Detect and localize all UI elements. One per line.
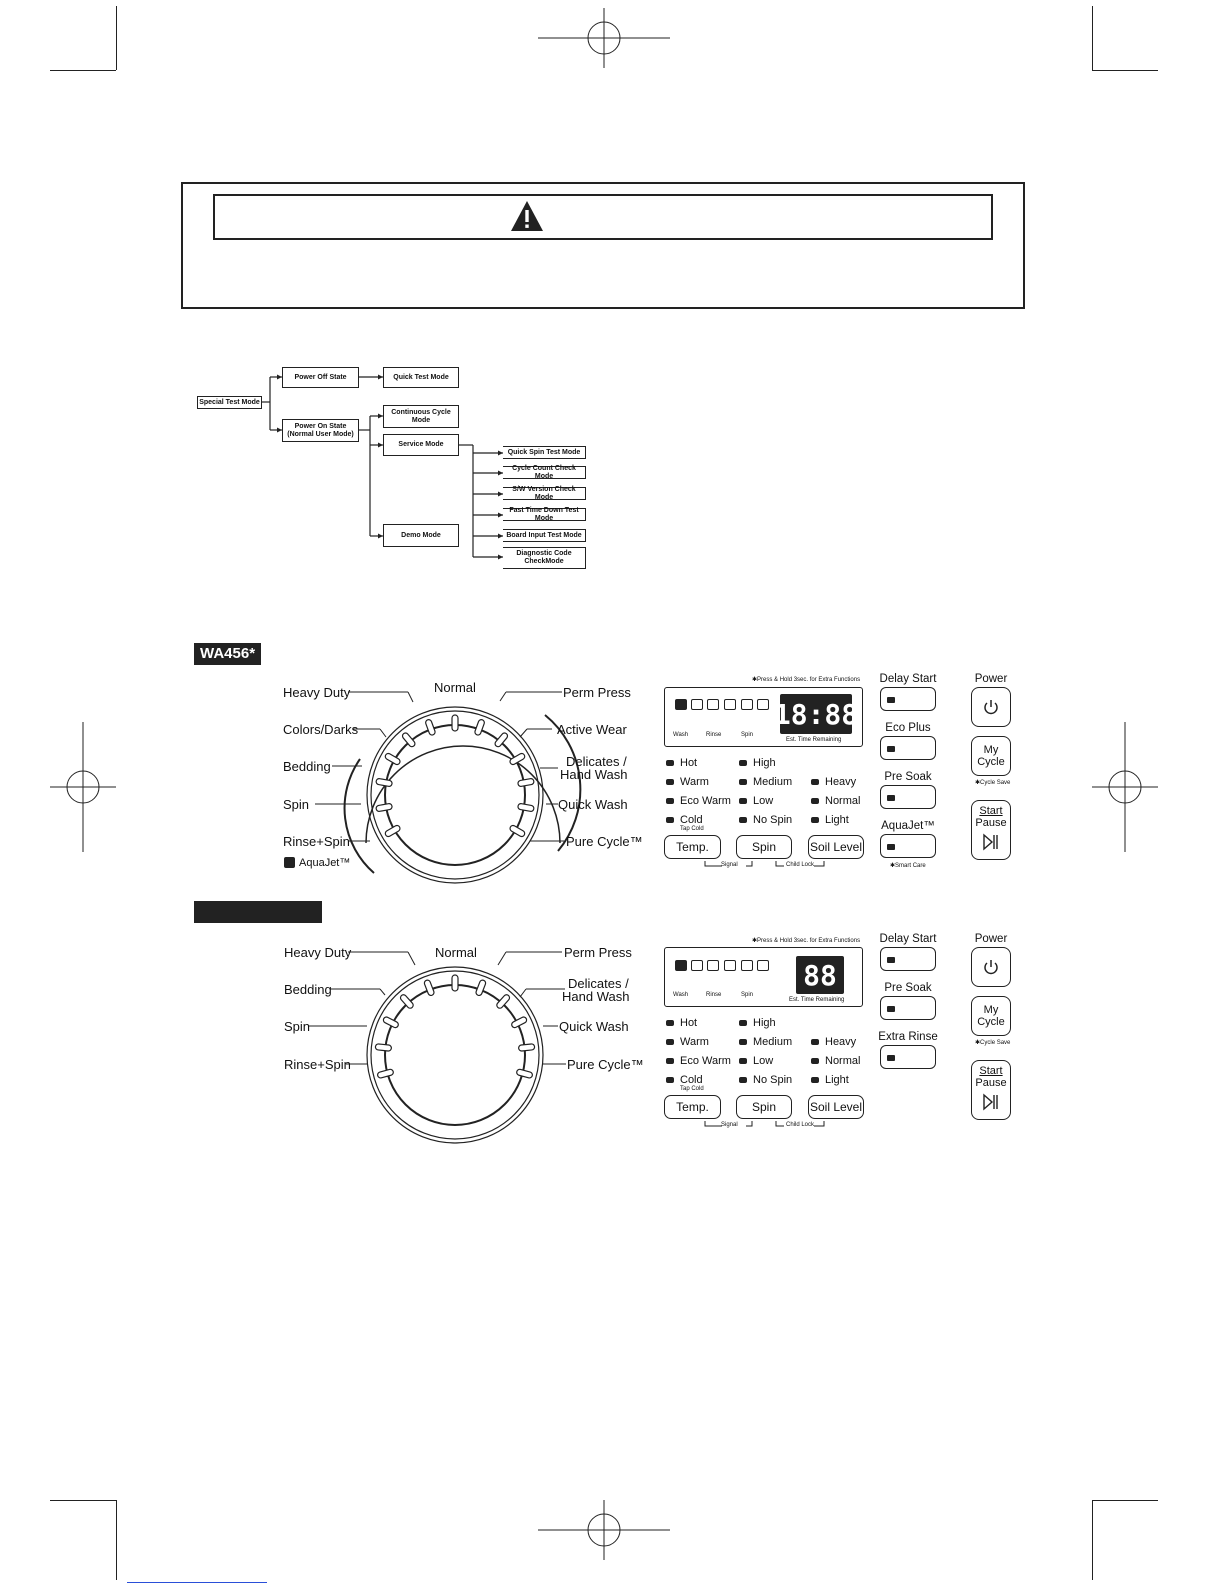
crop-mark bbox=[116, 1500, 117, 1580]
power-icon bbox=[982, 698, 1000, 716]
dial-position-tick bbox=[518, 803, 535, 812]
extra-rinse-label: Extra Rinse bbox=[878, 1031, 938, 1043]
smart-care-label: ✱Smart Care bbox=[890, 863, 926, 869]
option-no-spin: No Spin bbox=[739, 1074, 792, 1086]
est-time-label: Est. Time Remaining bbox=[789, 997, 845, 1003]
dial-label-heavy-duty: Heavy Duty bbox=[284, 945, 352, 960]
status-icon bbox=[675, 960, 687, 971]
pause-label: Pause bbox=[975, 817, 1007, 829]
cycle-dial bbox=[280, 935, 630, 1150]
flow-node-service-mode: Service Mode bbox=[383, 434, 459, 456]
dial-position-tick bbox=[518, 1044, 535, 1052]
dial-label-rinse-spin: Rinse+Spin bbox=[283, 834, 350, 849]
dial-label-normal: Normal bbox=[434, 680, 476, 695]
stage-spin: Spin bbox=[741, 992, 754, 998]
option-eco-warm: Eco Warm bbox=[666, 795, 731, 807]
tap-cold-label: Tap Cold bbox=[680, 1086, 704, 1092]
my-cycle-button[interactable] bbox=[971, 996, 1011, 1036]
dial-label-spin: Spin bbox=[284, 1019, 311, 1034]
option-normal: Normal bbox=[811, 795, 860, 807]
dial-position-tick bbox=[376, 803, 393, 812]
time-remaining-digits: 18:88 bbox=[780, 694, 852, 734]
flowchart-connectors bbox=[0, 0, 1225, 600]
model-tag: WA456* bbox=[194, 643, 261, 665]
option-no-spin: No Spin bbox=[739, 814, 792, 826]
dial-position-tick bbox=[516, 1069, 533, 1079]
dial-label-bedding: Bedding bbox=[283, 759, 331, 774]
pre-soak-button[interactable] bbox=[880, 996, 936, 1020]
delay-start-button[interactable] bbox=[880, 687, 936, 711]
cycle-save-label: ✱Cycle Save bbox=[975, 780, 1011, 786]
dial-label-bedding: Bedding bbox=[284, 982, 332, 997]
flow-node-quick-test-mode: Quick Test Mode bbox=[383, 367, 459, 388]
dial-position-tick bbox=[496, 994, 511, 1010]
aquajet-label: AquaJet™ bbox=[881, 820, 935, 832]
tap-cold-label: Tap Cold bbox=[680, 826, 704, 832]
temp-button[interactable]: Temp. bbox=[664, 835, 721, 859]
flow-node-power-on-state: Power On State (Normal User Mode) bbox=[282, 419, 359, 442]
status-icon bbox=[675, 699, 687, 710]
dial-label-quick-wash: Quick Wash bbox=[559, 1019, 629, 1034]
option-hot: Hot bbox=[666, 1017, 697, 1029]
soil-level-button[interactable]: Soil Level bbox=[808, 1095, 864, 1119]
flow-node-power-off-state: Power Off State bbox=[282, 367, 359, 388]
signal-label: Signal bbox=[721, 862, 738, 868]
dial-label-spin: Spin bbox=[283, 797, 310, 812]
crop-mark bbox=[1092, 1500, 1158, 1501]
start-pause-button[interactable] bbox=[971, 800, 1011, 860]
dial-position-tick bbox=[399, 994, 414, 1010]
model-tag-redacted bbox=[194, 901, 322, 923]
flow-node-service-item: Quick Spin Test Mode bbox=[503, 446, 586, 459]
option-high: High bbox=[739, 1017, 776, 1029]
my-cycle-line1: My bbox=[983, 1004, 999, 1016]
status-icon bbox=[741, 960, 753, 971]
status-icon bbox=[707, 960, 719, 971]
child-lock-label: Child Lock bbox=[786, 1122, 815, 1128]
flow-node-service-item: S/W Version Check Mode bbox=[503, 487, 586, 500]
delay-start-button[interactable] bbox=[880, 947, 936, 971]
dial-label-pure-cycle: Pure Cycle™ bbox=[566, 834, 643, 849]
power-icon bbox=[982, 958, 1000, 976]
aquajet-icon bbox=[284, 857, 295, 868]
delay-start-label: Delay Start bbox=[879, 933, 937, 945]
flow-node-service-item: Fast Time Down Test Mode bbox=[503, 508, 586, 521]
play-pause-icon bbox=[982, 1093, 1000, 1111]
eco-plus-label: Eco Plus bbox=[885, 722, 931, 734]
option-light: Light bbox=[811, 1074, 849, 1086]
extra-rinse-button[interactable] bbox=[880, 1045, 936, 1069]
option-heavy: Heavy bbox=[811, 776, 856, 788]
dial-label-delicates: Delicates / bbox=[568, 976, 629, 991]
dial-label-perm-press: Perm Press bbox=[564, 945, 632, 960]
status-icon bbox=[741, 699, 753, 710]
dial-position-tick bbox=[452, 715, 458, 731]
dial-position-tick bbox=[494, 732, 509, 748]
option-hot: Hot bbox=[666, 757, 697, 769]
option-cold: Cold bbox=[666, 1074, 703, 1086]
registration-mark bbox=[538, 1500, 670, 1560]
eco-plus-button[interactable] bbox=[880, 736, 936, 760]
play-pause-icon bbox=[982, 833, 1000, 851]
registration-mark bbox=[1092, 722, 1158, 852]
crop-mark bbox=[1092, 1500, 1093, 1580]
dial-label-heavy-duty: Heavy Duty bbox=[283, 685, 351, 700]
dial-label-active-wear: Active Wear bbox=[557, 722, 627, 737]
extra-functions-note: ✱Press & Hold 3sec. for Extra Functions bbox=[752, 677, 861, 683]
soil-level-button[interactable]: Soil Level bbox=[808, 835, 864, 859]
my-cycle-line2: Cycle bbox=[977, 756, 1005, 768]
extra-functions-note: ✱Press & Hold 3sec. for Extra Functions bbox=[752, 938, 861, 944]
power-button[interactable] bbox=[971, 947, 1011, 987]
pre-soak-label: Pre Soak bbox=[884, 771, 932, 783]
flow-node-special-test-mode: Special Test Mode bbox=[197, 396, 262, 409]
flow-node-service-item: Diagnostic Code CheckMode bbox=[503, 547, 586, 569]
option-cold: Cold bbox=[666, 814, 703, 826]
est-time-label: Est. Time Remaining bbox=[786, 737, 842, 743]
signal-label: Signal bbox=[721, 1122, 738, 1128]
flow-node-demo-mode: Demo Mode bbox=[383, 524, 459, 547]
footer-link-line bbox=[127, 1582, 267, 1583]
dial-position-tick bbox=[401, 732, 416, 748]
option-heavy: Heavy bbox=[811, 1036, 856, 1048]
status-icon bbox=[757, 699, 769, 710]
option-medium: Medium bbox=[739, 1036, 792, 1048]
pause-label: Pause bbox=[975, 1077, 1007, 1089]
temp-button[interactable]: Temp. bbox=[664, 1095, 721, 1119]
option-normal: Normal bbox=[811, 1055, 860, 1067]
my-cycle-line1: My bbox=[983, 744, 999, 756]
status-icon bbox=[691, 699, 703, 710]
my-cycle-line2: Cycle bbox=[977, 1016, 1005, 1028]
crop-mark bbox=[50, 1500, 116, 1501]
dial-label-pure-cycle: Pure Cycle™ bbox=[567, 1057, 644, 1072]
spin-button[interactable]: Spin bbox=[736, 835, 792, 859]
status-icon bbox=[757, 960, 769, 971]
power-label: Power bbox=[974, 933, 1008, 945]
lock-icon bbox=[724, 699, 736, 710]
option-high: High bbox=[739, 757, 776, 769]
dial-label-hand-wash: Hand Wash bbox=[560, 767, 628, 782]
dial-label-perm-press: Perm Press bbox=[563, 685, 631, 700]
option-low: Low bbox=[739, 1055, 773, 1067]
stage-rinse: Rinse bbox=[706, 732, 722, 738]
status-icon bbox=[707, 699, 719, 710]
dial-label-hand-wash: Hand Wash bbox=[562, 989, 630, 1004]
time-remaining-digits: 88 bbox=[796, 956, 844, 994]
dial-position-tick bbox=[377, 1069, 394, 1079]
pre-soak-button[interactable] bbox=[880, 785, 936, 809]
child-lock-label: Child Lock bbox=[786, 862, 815, 868]
aquajet-button[interactable] bbox=[880, 834, 936, 858]
start-label: Start bbox=[979, 805, 1003, 817]
cycle-save-label: ✱Cycle Save bbox=[975, 1040, 1011, 1046]
dial-label-rinse-spin: Rinse+Spin bbox=[284, 1057, 351, 1072]
dial-label-quick-wash: Quick Wash bbox=[558, 797, 628, 812]
dial-position-tick bbox=[452, 975, 458, 991]
my-cycle-button[interactable] bbox=[971, 736, 1011, 776]
start-pause-button[interactable] bbox=[971, 1060, 1011, 1120]
stage-spin: Spin bbox=[741, 732, 754, 738]
dial-position-tick bbox=[518, 778, 535, 787]
power-button[interactable] bbox=[971, 687, 1011, 727]
registration-mark bbox=[50, 722, 116, 852]
stage-rinse: Rinse bbox=[706, 992, 722, 998]
dial-label-aquajet: AquaJet™ bbox=[299, 857, 351, 869]
dial-label-colors-darks: Colors/Darks bbox=[283, 722, 359, 737]
status-icon bbox=[691, 960, 703, 971]
power-label: Power bbox=[974, 673, 1008, 685]
option-light: Light bbox=[811, 814, 849, 826]
flow-node-continuous-cycle-mode: Continuous Cycle Mode bbox=[383, 405, 459, 428]
delay-start-label: Delay Start bbox=[879, 673, 937, 685]
stage-wash: Wash bbox=[673, 732, 689, 738]
option-eco-warm: Eco Warm bbox=[666, 1055, 731, 1067]
lock-icon bbox=[724, 960, 736, 971]
option-medium: Medium bbox=[739, 776, 792, 788]
option-warm: Warm bbox=[666, 1036, 709, 1048]
stage-wash: Wash bbox=[673, 992, 689, 998]
dial-position-tick bbox=[375, 1044, 392, 1052]
start-label: Start bbox=[979, 1065, 1003, 1077]
option-warm: Warm bbox=[666, 776, 709, 788]
flow-node-service-item: Cycle Count Check Mode bbox=[503, 466, 586, 479]
dial-label-delicates: Delicates / bbox=[566, 754, 627, 769]
spin-button[interactable]: Spin bbox=[736, 1095, 792, 1119]
pre-soak-label: Pre Soak bbox=[884, 982, 932, 994]
option-low: Low bbox=[739, 795, 773, 807]
dial-label-normal: Normal bbox=[435, 945, 477, 960]
flow-node-service-item: Board Input Test Mode bbox=[503, 529, 586, 542]
